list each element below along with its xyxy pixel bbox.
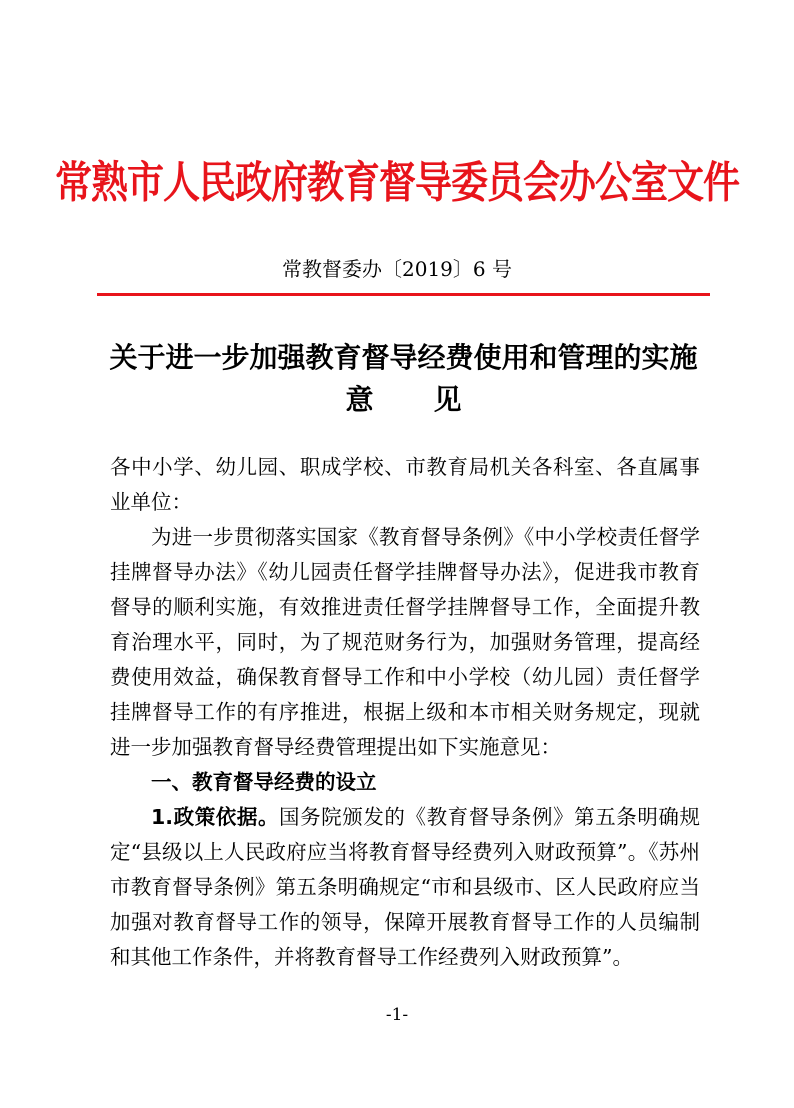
item-text: 国务院颁发的《教育督导条例》第五条明确规定“县级以上人民政府应当将教育督导经费列入财政预算”。《苏州市教育督导条例》第五条明确规定“市和县级市、区人民政府应当加强对教育督导工作的领导，保障开展教育督导工作的人员编制和其他工作条件，并将教育督导工作经费列入财政预算”。 bbox=[110, 805, 701, 969]
title-line-1: 关于进一步加强教育督导经费使用和管理的实施 bbox=[109, 341, 698, 374]
red-separator-line bbox=[97, 293, 710, 296]
title-line-2 bbox=[97, 379, 710, 421]
page-number: -1- bbox=[385, 1005, 409, 1025]
masthead-title: 常熟市人民政府教育督导委员会办公室文件 bbox=[55, 157, 739, 209]
salutation: 各中小学、幼儿园、职成学校、市教育局机关各科室、各直属事业单位： bbox=[110, 455, 700, 514]
item-paragraph bbox=[110, 800, 700, 975]
document-body bbox=[110, 450, 700, 975]
title-line-2-text: 意见 bbox=[345, 383, 522, 416]
document-title bbox=[97, 337, 710, 421]
intro-paragraph: 为进一步贯彻落实国家《教育督导条例》《中小学校责任督学挂牌督导办法》《幼儿园责任督学挂牌督导办法》，促进我市教育督导的顺利实施，有效推进责任督学挂牌督导工作，全面提升教育治理水平，同时，为了规范财务行为，加强财务管理，提高经费使用效益，确保教育督导工作和中小学校（幼儿园）责任督学挂牌督导工作的有序推进，根据上级和本市相关财务规定，现就进一步加强教育督导经费管理提出如下实施意见： bbox=[110, 525, 700, 759]
section-heading: 一、教育督导经费的设立 bbox=[151, 770, 377, 794]
item-label: 1.政策依据。 bbox=[151, 805, 280, 829]
document-number: 常教督委办〔2019〕6 号 bbox=[282, 257, 512, 281]
